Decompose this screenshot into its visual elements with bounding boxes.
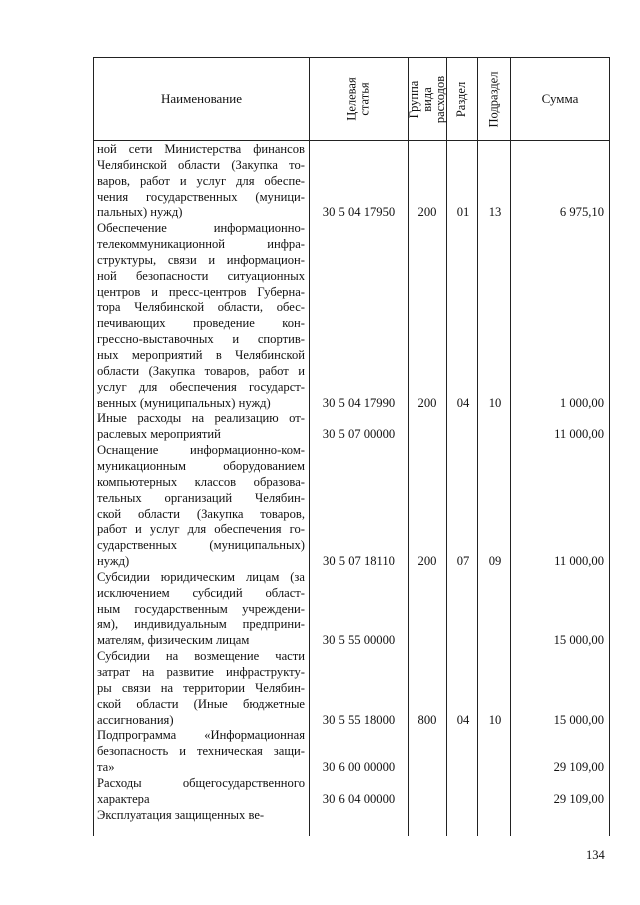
row-name-line: Субсидии юридическим лицам (за (97, 569, 305, 584)
row-name-line: муникационным оборудованием (97, 458, 305, 473)
header-subsection: Подраздел (486, 71, 501, 127)
row-name-line: области (Закупка товаров, работ и (97, 363, 305, 378)
row-name-line: компьютерных классов образова- (97, 474, 305, 489)
row-name-line: Челябинской области (Закупка то- (97, 157, 305, 172)
row-sum: 11 000,00 (554, 554, 604, 569)
header-code: Целевая статья (345, 77, 372, 121)
row-name-line: Эксплуатация защищенных ве- (97, 807, 265, 822)
row-name-line: печивающих проведение кон- (97, 316, 305, 331)
row-name (97, 142, 305, 221)
row-code: 30 5 55 00000 (322, 633, 396, 648)
row-name-line: венных (муниципальных) нужд) (97, 395, 271, 410)
header-name: Наименование (161, 91, 242, 106)
col-divider (408, 57, 409, 836)
row-group: 200 (417, 395, 437, 410)
row-sum: 15 000,00 (553, 633, 604, 648)
row-name-line: пальных) нужд) (97, 205, 183, 220)
row-section: 01 (456, 205, 470, 220)
row-subsection: 10 (488, 395, 502, 410)
row-code: 30 6 00 00000 (322, 760, 396, 775)
row-code: 30 5 07 18110 (323, 554, 395, 569)
row-name-line: раслевых мероприятий (97, 427, 221, 442)
header-section-cell (447, 58, 477, 140)
row-name (97, 411, 305, 443)
row-code: 30 5 07 00000 (322, 427, 396, 442)
row-name-line: работ и услуг для обеспечения го- (97, 522, 305, 537)
row-subsection: 10 (488, 712, 502, 727)
row-name-line: центров и пресс-центров Губерна- (97, 284, 305, 299)
row-name (97, 570, 305, 649)
row-name-line: характера (97, 791, 150, 806)
row-name-line: структуры, связи и информацион- (97, 252, 305, 267)
row-name-line: безопасность и техническая защи- (97, 744, 305, 759)
row-name-line: мателям, физическим лицам (97, 633, 250, 648)
row-section: 07 (456, 554, 470, 569)
row-group: 800 (417, 712, 437, 727)
row-sum: 11 000,00 (554, 427, 604, 442)
row-name-line: затрат на развитие инфраструкту- (97, 665, 305, 680)
row-name-line: Оснащение информационно-ком- (97, 443, 305, 458)
row-sum: 29 109,00 (553, 760, 604, 775)
col-divider (446, 57, 447, 836)
row-code: 30 5 04 17990 (322, 395, 396, 410)
header-subsection-cell (478, 58, 510, 140)
row-name-line: ной сети Министерства финансов (97, 142, 305, 156)
row-name-line: телекоммуникационной инфра- (97, 237, 305, 252)
row-sum: 15 000,00 (553, 712, 604, 727)
row-sum: 1 000,00 (559, 395, 604, 410)
header-group-cell (409, 58, 446, 140)
row-name-line: Подпрограмма «Информационная (97, 728, 305, 743)
row-subsection: 13 (488, 205, 502, 220)
row-name-line: сударственных (муниципальных) (97, 538, 305, 553)
header-section: Раздел (454, 81, 469, 117)
row-name-line: услуг для обеспечения государст- (97, 379, 305, 394)
row-name-line: ям), индивидуальным предприни- (97, 617, 305, 632)
row-sum: 29 109,00 (553, 791, 604, 806)
header-code-cell (310, 58, 408, 140)
row-name-line: ры связи на территории Челябин- (97, 680, 305, 695)
row-name-line: ной безопасности ситуационных (97, 268, 305, 283)
header-divider (93, 140, 610, 141)
row-section: 04 (456, 712, 470, 727)
row-name-line: Субсидии на возмещение части (97, 649, 305, 664)
row-code: 30 5 55 18000 (322, 712, 396, 727)
row-name (97, 443, 305, 570)
page-number: 134 (586, 848, 605, 862)
row-name-line: Обеспечение информационно- (97, 221, 305, 236)
row-name-line: ассигнования) (97, 712, 174, 727)
col-divider (309, 57, 310, 836)
row-name-line: тора Челябинской области, обес- (97, 300, 305, 315)
row-name-line: ным государственным учреждени- (97, 601, 305, 616)
row-name-line: ской области (Иные бюджетные (97, 696, 305, 711)
row-name-line: Расходы общегосударственного (97, 776, 305, 790)
row-name-line: тельных организаций Челябин- (97, 490, 305, 505)
row-sum: 6 975,10 (559, 205, 604, 220)
header-sum: Сумма (541, 91, 579, 106)
row-name-line: исключением субсидий област- (97, 585, 305, 600)
row-group: 200 (417, 205, 437, 220)
row-subsection: 09 (488, 554, 502, 569)
row-name-line: Иные расходы на реализацию от- (97, 411, 305, 426)
row-code: 30 6 04 00000 (322, 791, 396, 806)
row-name-line: грессно-выставочных и спортив- (97, 332, 305, 347)
row-name-line: та» (97, 760, 115, 775)
header-group: Группа вида расходов (407, 75, 448, 123)
row-name-line: чения государственных (муници- (97, 189, 305, 204)
row-name-line: нужд) (97, 554, 130, 569)
row-name (97, 776, 305, 808)
row-name-line: ской области (Закупка товаров, (97, 506, 305, 521)
row-name-line: ных мероприятий в Челябинской (97, 348, 305, 362)
row-name (97, 649, 305, 728)
row-name (97, 808, 305, 824)
row-name (97, 221, 305, 411)
row-name-line: варов, работ и услуг для обеспе- (97, 173, 305, 188)
row-group: 200 (417, 554, 437, 569)
row-code: 30 5 04 17950 (322, 205, 396, 220)
row-name (97, 728, 305, 776)
row-section: 04 (456, 395, 470, 410)
